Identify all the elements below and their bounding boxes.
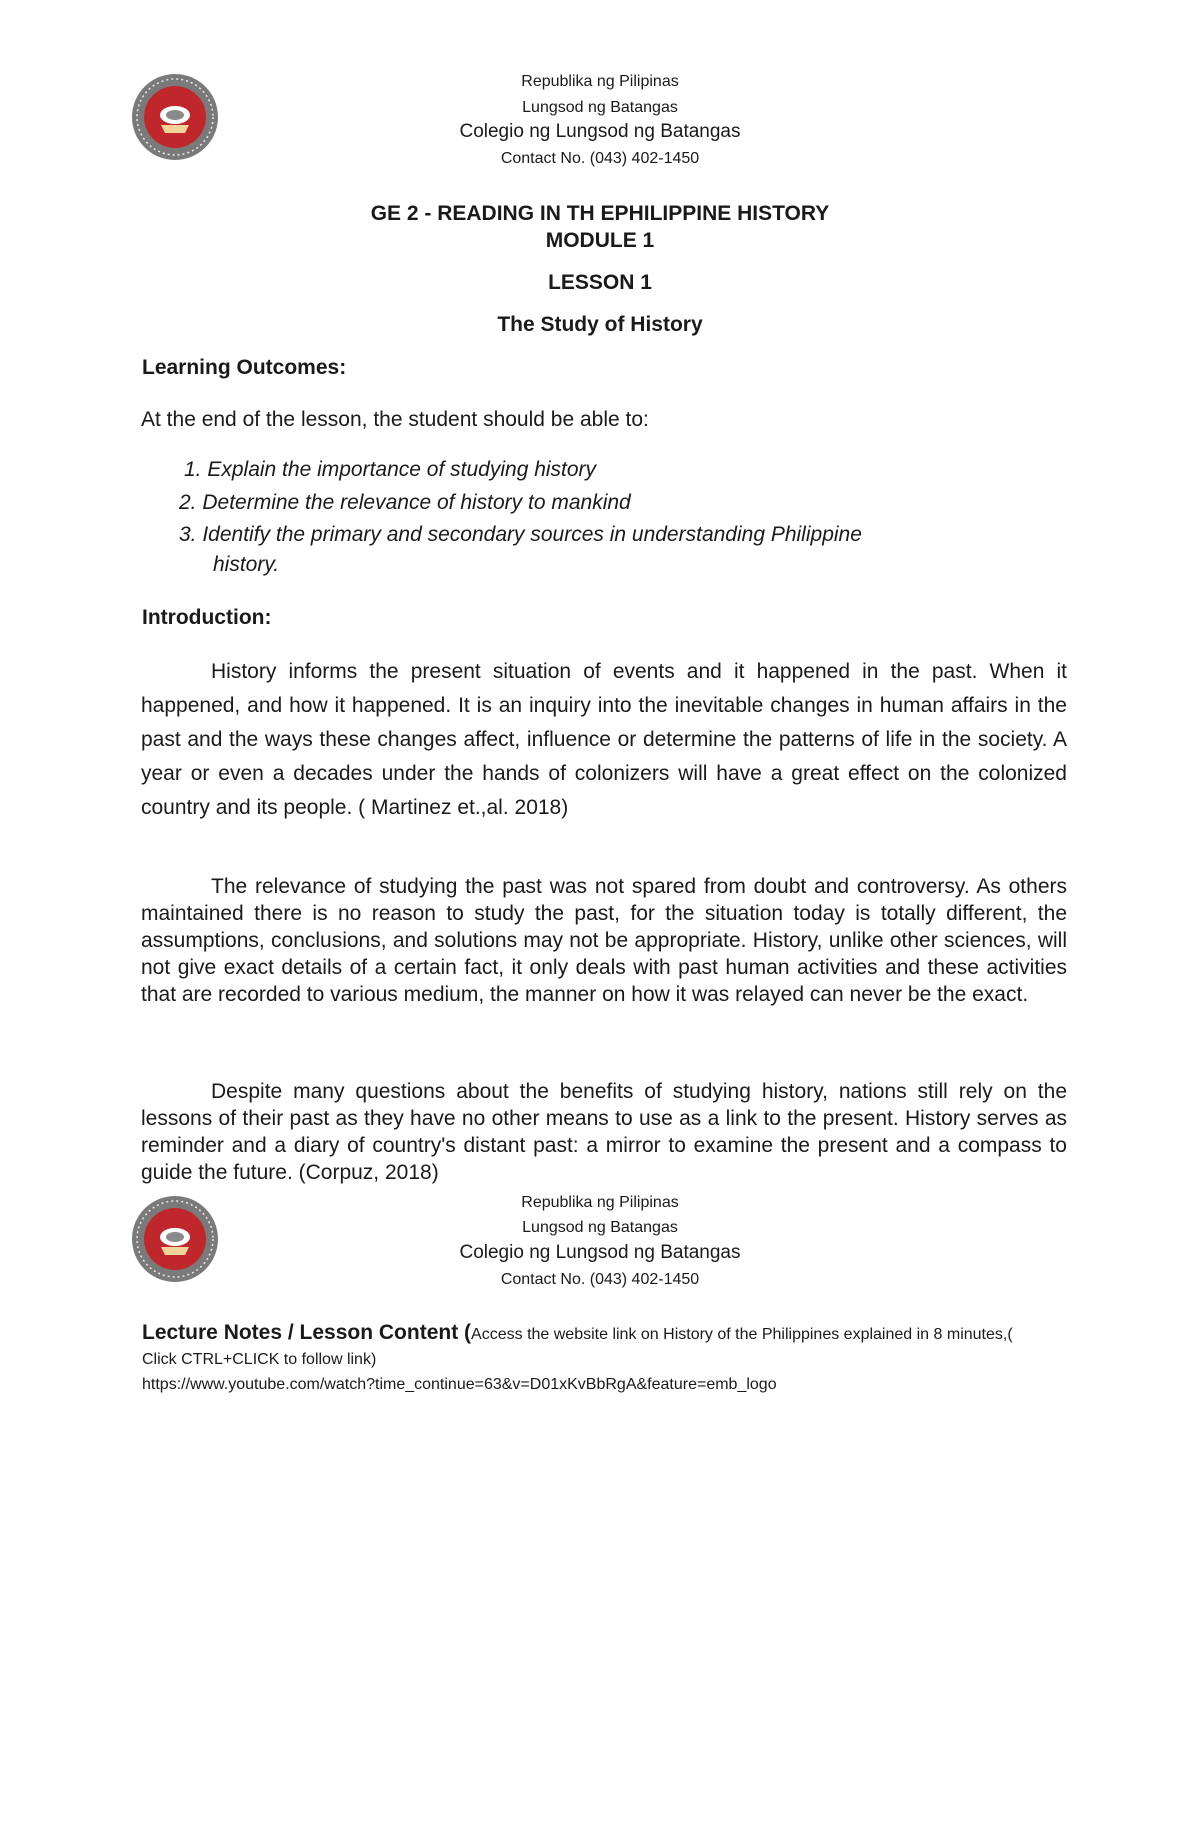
header-contact-2: Contact No. (043) 402-1450 [500,1271,700,1288]
paragraph-1-text: History informs the present situation of events and it happened in the past. When it happened, and how it happened. It is an inquiry into the inevitable changes in human affairs in the past and the ways these changes affect, influence or determine the patterns of life in the society. A year or even a decades under the hands of colonizers will have a great effect on the colonized country and its people. ( Martinez et.,al. 2018) [141,660,1067,819]
header-republic-2: Republika ng Pilipinas [521,1194,679,1211]
header-contact: Contact No. (043) 402-1450 [500,150,700,167]
introduction-paragraph-2 [141,873,1067,1008]
lecture-notes-open-paren: ( [458,1321,472,1344]
header-city-2: Lungsod ng Batangas [522,1219,678,1236]
module-label: MODULE 1 [545,229,655,252]
outcome-item-3: 3. Identify the primary and secondary sources in understanding Philippine [179,523,862,546]
introduction-heading: Introduction: [142,606,272,629]
header-republic: Republika ng Pilipinas [521,73,679,90]
lesson-title: The Study of History [497,313,703,336]
paragraph-2-text: The relevance of studying the past was not spared from doubt and controversy. As others maintained there is no reason to study the past, for the situation today is totally different, the assumptions, conclusions, and solutions may not be appropriate. History, unlike other sciences, will not give exact details of a certain fact, it only deals with past human activities and these activities that are recorded to various medium, the manner on how it was relayed can never be the exact. [141,875,1067,1006]
header-city: Lungsod ng Batangas [522,99,678,116]
learning-outcomes-intro: At the end of the lesson, the student should be able to: [141,408,649,431]
introduction-paragraph-1 [141,655,1067,825]
outcome-item-1: 1. Explain the importance of studying history [184,458,597,481]
outcome-item-2: 2. Determine the relevance of history to mankind [179,491,631,514]
lecture-notes-instruction: Access the website link on History of the Philippines explained in 8 minutes,( Click CTRL+CLICK to follow link) [142,1326,1013,1368]
course-title: GE 2 - READING IN TH EPHILIPPINE HISTORY [370,202,830,225]
learning-outcomes-heading: Learning Outcomes: [142,356,347,379]
lesson-label: LESSON 1 [548,271,652,294]
lecture-notes-heading: Lecture Notes / Lesson Content [142,1321,459,1344]
header-college-2: Colegio ng Lungsod ng Batangas [459,1242,741,1263]
paragraph-3-text: Despite many questions about the benefits of studying history, nations still rely on the lessons of their past as they have no other means to use as a link to the present. History serves as reminder and a diary of country's distant past: a mirror to examine the present and a compass to guide the future. (Corpuz, 2018) [141,1080,1067,1184]
introduction-paragraph-3 [141,1078,1067,1186]
lecture-notes [142,1320,1042,1372]
header-college: Colegio ng Lungsod ng Batangas [459,121,741,142]
outcome-item-3-continued: history. [213,553,280,576]
lecture-notes-link[interactable]: https://www.youtube.com/watch?time_continue=63&v=D01xKvBbRgA&feature=emb_logo [142,1376,777,1393]
